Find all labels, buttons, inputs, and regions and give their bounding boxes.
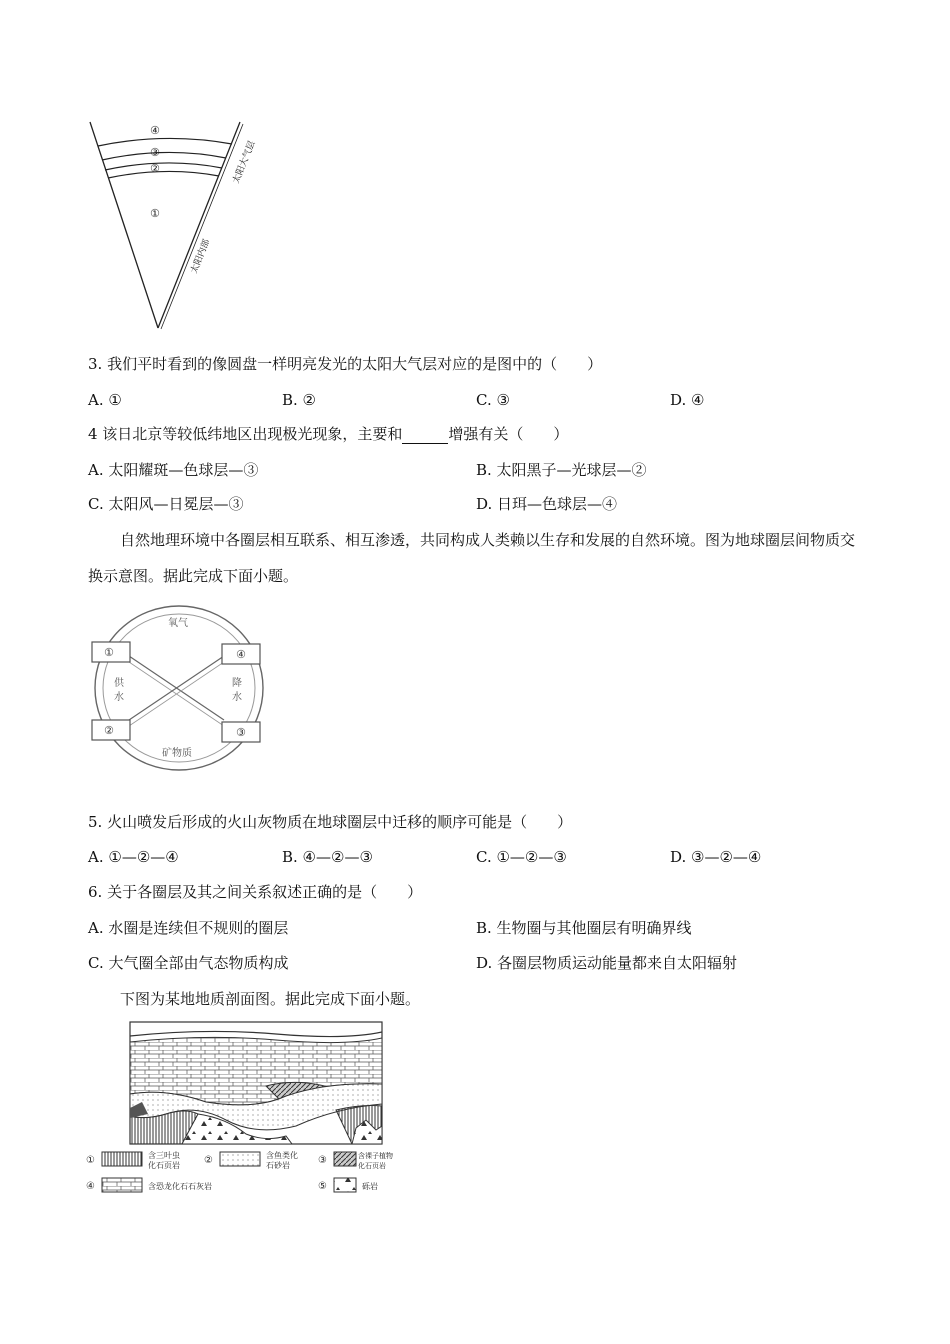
- legend-1-num: ①: [86, 1155, 95, 1166]
- precip-label-2: 水: [232, 692, 242, 703]
- box-3-label: ③: [236, 726, 246, 739]
- q4-option-c[interactable]: C. 太阳风—日冕层—③: [88, 495, 244, 513]
- minerals-label: 矿物质: [162, 748, 192, 759]
- legend-3-swatch: [334, 1152, 356, 1166]
- legend-2-num: ②: [204, 1155, 213, 1166]
- q4-blank: [402, 428, 448, 444]
- intro-paragraph-2: 下图为某地地质剖面图。据此完成下面小题。: [120, 990, 421, 1008]
- q4-option-b[interactable]: B. 太阳黑子—光球层—②: [476, 461, 647, 479]
- q3-option-b[interactable]: B. ②: [282, 391, 317, 409]
- box-1-label: ①: [104, 646, 114, 659]
- q4-stem-before: 4 该日北京等较低纬地区出现极光现象，主要和: [88, 425, 403, 443]
- precip-label-1: 降: [232, 678, 242, 689]
- legend-1-swatch: [102, 1152, 142, 1166]
- q4-option-a[interactable]: A. 太阳耀斑—色球层—③: [88, 461, 259, 479]
- sphere-exchange-diagram: [84, 598, 274, 778]
- inner-label: 太阳内部: [189, 237, 213, 276]
- q5-option-b[interactable]: B. ④—②—③: [282, 848, 373, 866]
- q4-stem-after: 增强有关（ ）: [448, 425, 569, 443]
- legend-1-text-1: 含三叶虫: [148, 1151, 180, 1160]
- legend-5-text-1: 砾岩: [362, 1182, 378, 1191]
- layer-boundary-1: [108, 171, 219, 178]
- q5-option-d[interactable]: D. ③—②—④: [670, 848, 762, 866]
- layer-boundary-4: [98, 138, 232, 146]
- q5-option-a[interactable]: A. ①—②—④: [88, 848, 179, 866]
- q3-stem: 3. 我们平时看到的像圆盘一样明亮发光的太阳大气层对应的是图中的（ ）: [88, 355, 603, 373]
- legend-5-num: ⑤: [318, 1181, 327, 1192]
- fig1-label-3: ③: [150, 146, 160, 159]
- legend-2-text-1: 含鱼类化: [266, 1151, 298, 1160]
- q3-option-c[interactable]: C. ③: [476, 391, 510, 409]
- legend-4-swatch: [102, 1178, 142, 1192]
- legend-3-text-1: 含裸子植物: [358, 1152, 393, 1160]
- fig1-label-4: ④: [150, 124, 160, 137]
- q3-option-d[interactable]: D. ④: [670, 391, 705, 409]
- q6-stem: 6. 关于各圈层及其之间关系叙述正确的是（ ）: [88, 883, 423, 901]
- box-2-label: ②: [104, 724, 114, 737]
- layer-boundary-2: [105, 163, 222, 170]
- q6-option-a[interactable]: A. 水圈是连续但不规则的圈层: [88, 919, 289, 937]
- legend-4-text-1: 含恐龙化石石灰岩: [148, 1182, 212, 1191]
- layer-boundary-3: [102, 152, 226, 160]
- legend-2-text-2: 石砂岩: [266, 1161, 290, 1170]
- q6-option-b[interactable]: B. 生物圈与其他圈层有明确界线: [476, 919, 692, 937]
- legend-1-text-2: 化石页岩: [148, 1161, 180, 1170]
- box-4-label: ④: [236, 648, 246, 661]
- q4-stem: [88, 424, 568, 444]
- water-supply-label-2: 水: [114, 692, 124, 703]
- q6-option-c[interactable]: C. 大气圈全部由气态物质构成: [88, 954, 289, 972]
- fig1-label-1: ①: [150, 207, 160, 220]
- intro-paragraph-1: 自然地理环境中各圈层相互联系、相互渗透，共同构成人类赖以生存和发展的自然环境。图为地球圈层间物质交换示意图。据此完成下面小题。: [88, 531, 856, 585]
- fig1-label-2: ②: [150, 162, 160, 175]
- q6-option-d[interactable]: D. 各圈层物质运动能量都来自太阳辐射: [476, 954, 738, 972]
- outer-label: 太阳大气层: [231, 139, 258, 186]
- legend-3-num: ③: [318, 1155, 327, 1166]
- legend-2-swatch: [220, 1152, 260, 1166]
- legend-4-num: ④: [86, 1181, 95, 1192]
- q5-option-c[interactable]: C. ①—②—③: [476, 848, 567, 866]
- sun-structure-diagram: [80, 112, 260, 337]
- q5-stem: 5. 火山喷发后形成的火山灰物质在地球圈层中迁移的顺序可能是（ ）: [88, 813, 573, 831]
- legend-3-text-2: 化石页岩: [358, 1162, 386, 1170]
- q4-option-d[interactable]: D. 日珥—色球层—④: [476, 495, 618, 513]
- water-supply-label-1: 供: [114, 678, 124, 689]
- legend-5-swatch: [334, 1178, 356, 1192]
- geologic-section-diagram: [86, 1018, 396, 1203]
- oxygen-label: 氧气: [168, 618, 188, 629]
- q3-option-a[interactable]: A. ①: [88, 391, 122, 409]
